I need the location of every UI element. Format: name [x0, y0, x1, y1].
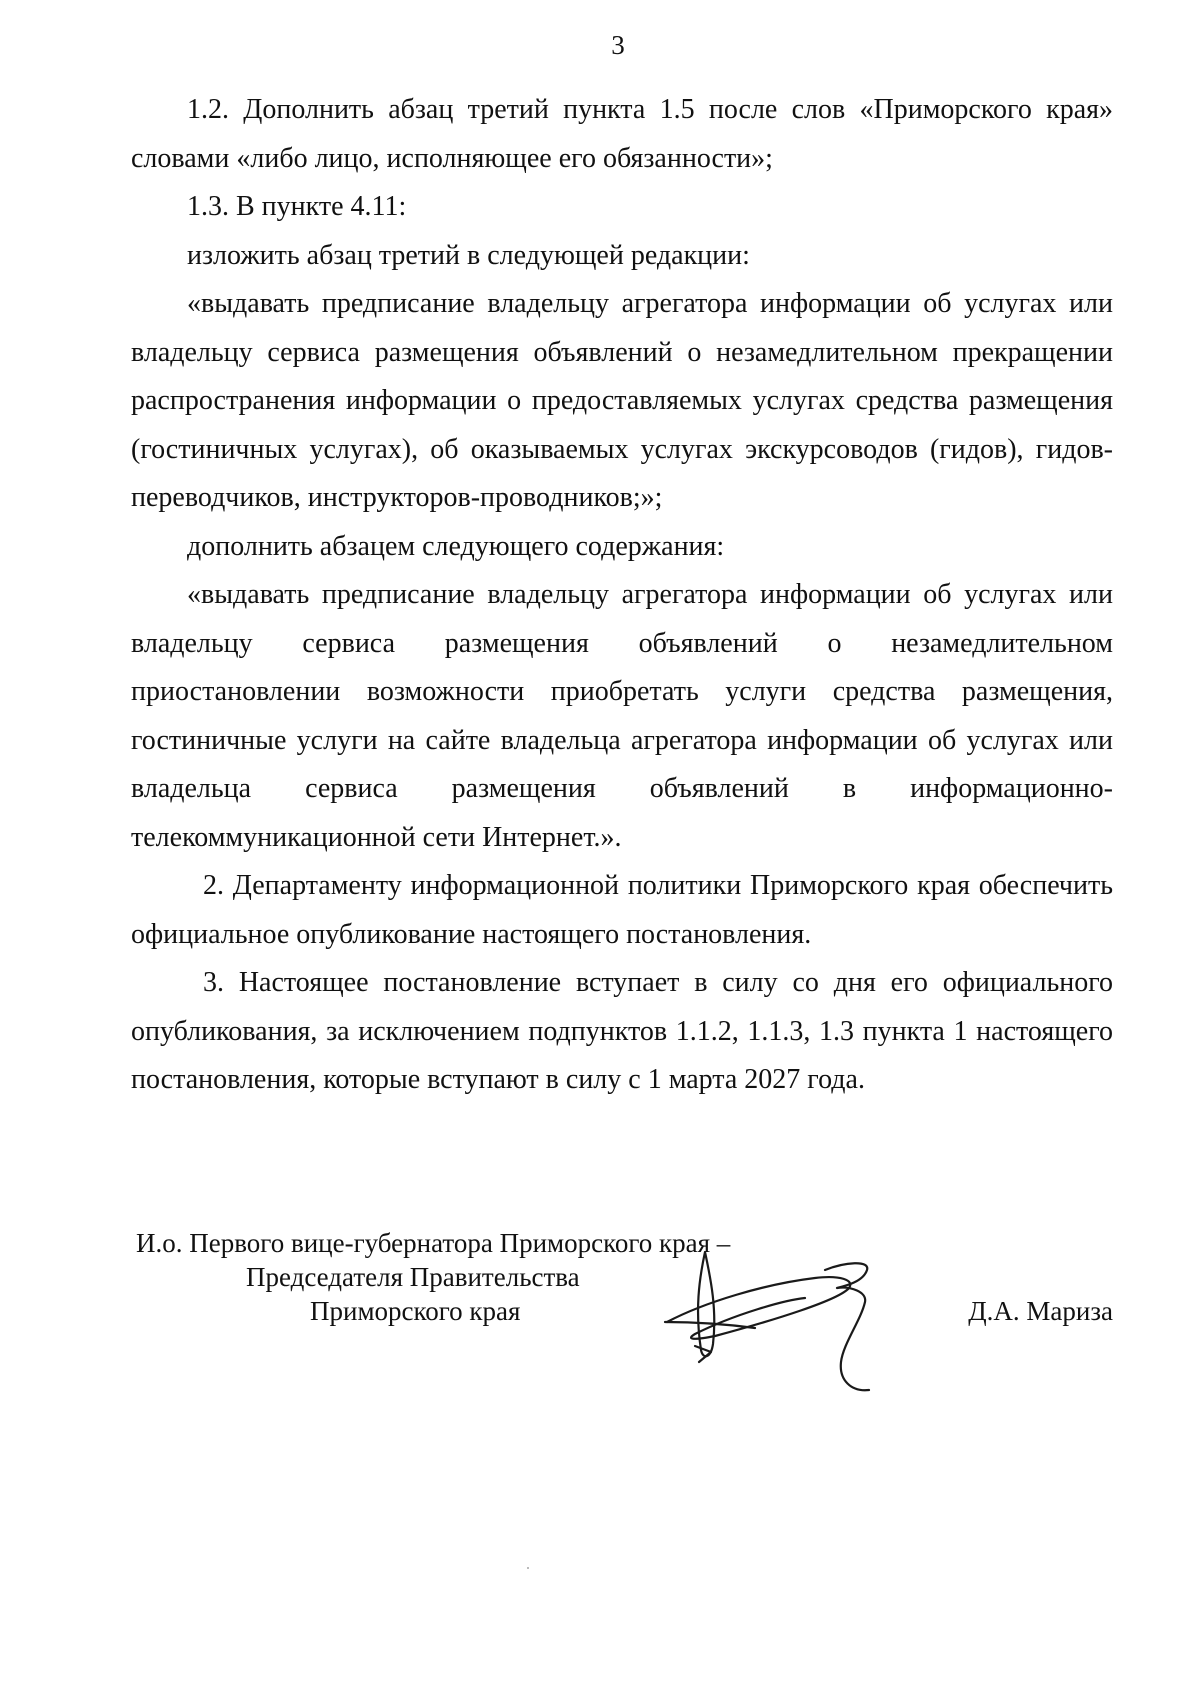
paragraph-amend-heading: изложить абзац третий в следующей редакции: — [187, 239, 750, 271]
paragraph-quoted-text-2: «выдавать предписание владельцу агрегатора информации об услугах или владельцу сервиса размещения объявлений о незамедлительном приостановлении возможности приобретать услуги средства размещения, гостиничные услуги на сайте владельца агрегатора информации об услугах или владельца сервиса размещения объявлений в информационно-телекоммуникационной сети Интернет.». — [131, 579, 1113, 853]
page-number: 3 — [611, 30, 625, 60]
scan-artifact — [527, 1567, 529, 1569]
paragraph-2: 2. Департаменту информационной политики Приморского края обеспечить официальное опубликование настоящего постановления. — [131, 870, 1113, 950]
signatory-name: Д.А. Мариза — [968, 1296, 1113, 1326]
signatory-position-line-2: Председателя Правительства — [246, 1262, 580, 1292]
paragraph-1-2: 1.2. Дополнить абзац третий пункта 1.5 после слов «Приморского края» словами «либо лицо, исполняющее его обязанности»; — [131, 94, 1113, 174]
document-body — [131, 86, 1113, 1105]
handwritten-signature — [655, 1240, 915, 1410]
signatory-position-line-3: Приморского края — [310, 1296, 521, 1326]
paragraph-quoted-text-1: «выдавать предписание владельцу агрегатора информации об услугах или владельцу сервиса размещения объявлений о незамедлительном прекращении распространения информации о предоставляемых услугах средства размещения (гостиничных услугах), об оказываемых услугах экскурсоводов (гидов), гидов-переводчиков, инструкторов-проводников;»; — [131, 288, 1113, 513]
paragraph-1-3: 1.3. В пункте 4.11: — [187, 191, 407, 222]
paragraph-3: 3. Настоящее постановление вступает в силу со дня его официального опубликования, за исключением подпунктов 1.1.2, 1.1.3, 1.3 пункта 1 настоящего постановления, которые вступают в силу с 1 марта 2027 года. — [131, 967, 1113, 1095]
paragraph-add-heading: дополнить абзацем следующего содержания: — [187, 530, 725, 562]
signatory-position-line-1: И.о. Первого вице-губернатора Приморского края – — [136, 1228, 731, 1258]
